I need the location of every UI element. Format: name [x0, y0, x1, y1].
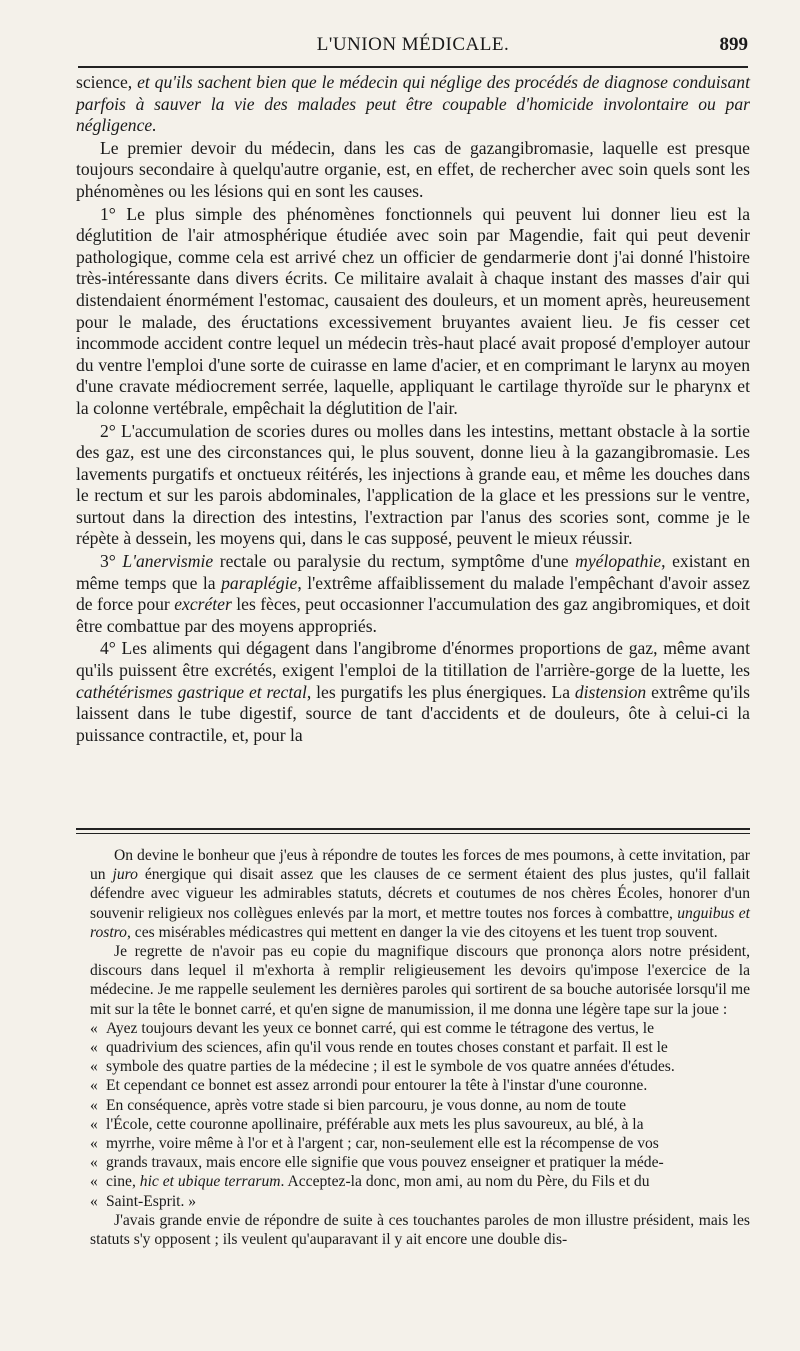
italic-text: L'anervismie: [122, 551, 214, 572]
header-rule: [78, 66, 748, 68]
quote-text: . Acceptez-la donc, mon ami, au nom du Père, du Fils et du: [280, 1173, 650, 1191]
italic-text: unguibus et rostro: [90, 904, 750, 941]
quote-text: Ayez toujours devant les yeux ce bonnet carré, qui est comme le tétragone des vertus, le: [106, 1019, 655, 1037]
italic-text: myélopathie: [575, 551, 662, 572]
italic-text: paraplégie: [221, 572, 298, 593]
quote-text: Saint-Esprit. »: [106, 1192, 197, 1210]
quote-text: grands travaux, mais encore elle signifie que vous pouvez enseigner et pratiquer la méde-: [106, 1154, 664, 1172]
paragraph-intro: [76, 72, 750, 137]
quote-line: [90, 1115, 750, 1134]
quote-mark: «: [90, 1096, 98, 1114]
quote-line: [90, 1172, 750, 1191]
quote-mark: «: [90, 1192, 98, 1210]
quote-text: quadrivium des sciences, afin qu'il vous rende en toutes choses constant et parfait. Il est le: [106, 1039, 668, 1057]
paragraph-cause-4: [76, 638, 750, 746]
quote-text: Et cependant ce bonnet est assez arrondi pour entourer la tête à l'instar d'une couronne.: [106, 1077, 648, 1095]
italic-text: et qu'ils sachent bien que le médecin qui néglige des procédés de diagnose conduisant parfois à sauver la vie des malades peut être coupable d'homicide involontaire ou par négligence.: [76, 72, 750, 136]
footnote-paragraph-1: [90, 846, 750, 942]
page-header: [78, 34, 748, 64]
text-span: 4° Les aliments qui dégagent dans l'angibrome d'énormes proportions de gaz, même avant qu'ils puissent être excrétés, exigent l'emploi de la titillation de l'arrière-gorge de la luette, les: [76, 638, 750, 681]
quote-mark: «: [90, 1154, 98, 1172]
quote-text: myrrhe, voire même à l'or et à l'argent ; car, non-seulement elle est la récompense de vos: [106, 1135, 659, 1153]
text-span: rectale ou paralysie du rectum, symptôme d'une: [213, 551, 576, 572]
page-number: 899: [719, 34, 748, 55]
quote-mark: «: [90, 1173, 98, 1191]
separator-thick-rule: [76, 828, 750, 830]
quote-mark: «: [90, 1039, 98, 1057]
quote-line: [90, 1076, 750, 1095]
paragraph-first-duty: Le premier devoir du médecin, dans les cas de gazangibromasie, laquelle est presque toujours secondaire à quelqu'autre organie, est, en effet, de rechercher avec soin quels sont les phénomènes ou les lésions qui en sont les causes.: [76, 137, 750, 201]
quote-mark: «: [90, 1058, 98, 1076]
italic-text: hic et ubique terrarum: [139, 1173, 281, 1191]
text-span: extrême qu'ils laissent dans le tube digestif, source de tant d'accidents et de douleurs, ôte à celui-ci la puissance contractile, et, pour la: [76, 681, 751, 745]
text-span: , l'extrême affaiblissement du malade l'empêchant d'avoir assez de force pour: [76, 572, 750, 615]
quote-text: l'École, cette couronne apollinaire, préférable aux mets les plus savoureux, au blé, à la: [106, 1115, 644, 1133]
quote-line: [90, 1096, 750, 1115]
separator-thin-rule: [76, 833, 750, 834]
quote-line: [90, 1019, 750, 1038]
footnote-separator: [76, 828, 750, 834]
quote-line: [90, 1134, 750, 1153]
quote-text: En conséquence, après votre stade si bien parcouru, je vous donne, au nom de toute: [106, 1096, 627, 1114]
quote-mark: «: [90, 1077, 98, 1095]
text-span: , ces misérables médicastres qui mettent en danger la vie des citoyens et les tuent trop souvent.: [126, 923, 718, 941]
quote-mark: «: [90, 1135, 98, 1153]
quote-line: [90, 1153, 750, 1172]
paragraph-cause-1: 1° Le plus simple des phénomènes fonctionnels qui peuvent lui donner lieu est la déglutition de l'air atmosphérique étudiée avec soin par Magendie, fait qui peut devenir pathologique, comme cela est arrivé chez un officier de gendarmerie dont j'ai donné l'histoire très-intéressante dans divers écrits. Ce militaire avalait à chaque instant des masses d'air qui distendaient énormément l'estomac, causaient des douleurs, et un moment après, heureusement pour le malade, des éructations excessivement bruyantes avaient lieu. Je fis cesser cet incommode accident contre lequel un médecin très-haut placé avait proposé d'employer autour du ventre l'emploi d'une sorte de cuirasse en lame d'acier, et en comprimant le larynx au moyen d'une cravate médiocrement serrée, laquelle, appliquant le cartilage thyroïde sur le pharynx et la colonne vertébrale, empêchait la déglutition de l'air.: [76, 203, 750, 418]
quote-mark: «: [90, 1115, 98, 1133]
footnote-paragraph-3: J'avais grande envie de répondre de suite à ces touchantes paroles de mon illustre président, mais les statuts s'y opposent ; ils veulent qu'auparavant il y ait encore une double dis-: [90, 1211, 750, 1249]
text-span: , existant en même temps que la: [76, 551, 750, 593]
paragraph-cause-2: 2° L'accumulation de scories dures ou molles dans les intestins, mettant obstacle à la sortie des gaz, est une des circonstances qui, le plus souvent, donne lieu à la gazangibromasie. Les lavements purgatifs et onctueux réitérés, les injections à grande eau, et même les douches dans le rectum et sur les parois abdominales, l'application de la glace et les pressions sur le ventre, surtout dans la direction des intestins, l'extraction par l'anus des scories sont, comme je le répète à dessein, les moyens qui, dans le cas supposé, peuvent le mieux réussir.: [76, 420, 750, 549]
main-text: [76, 72, 750, 746]
text-span: , les purgatifs les plus énergiques. La: [306, 681, 575, 702]
italic-text: distension: [574, 681, 647, 702]
text-span: science,: [76, 72, 138, 92]
footnote-text: [90, 846, 750, 1249]
quote-line: [90, 1057, 750, 1076]
text-span: les fèces, peut occasionner l'accumulation des gaz angibromiques, et doit être combattue par des moyens appropriés.: [76, 594, 750, 636]
quote-line: [90, 1192, 750, 1211]
italic-text: juro: [112, 866, 138, 884]
quote-line: [90, 1038, 750, 1057]
quote-mark: «: [90, 1019, 98, 1037]
text-span: 3°: [100, 551, 123, 572]
italic-text: excréter: [174, 594, 232, 615]
paragraph-cause-3: [76, 551, 750, 637]
text-span: énergique qui disait assez que les clauses de ce serment étaient des plus justes, qu'il fallait défendre avec vigueur les admirables statuts, décrets et coutumes de nos chères Écoles, honorer d'un souvenir religieux nos collègues enlevés par la mort, et mettre toutes nos forces à combattre,: [90, 866, 750, 922]
running-title: L'UNION MÉDICALE.: [316, 34, 510, 55]
quote-text: cine,: [106, 1173, 140, 1191]
quote-text: symbole des quatre parties de la médecine ; il est le symbole de vos quatre années d'études.: [106, 1058, 675, 1076]
footnote-paragraph-2: Je regrette de n'avoir pas eu copie du magnifique discours que prononça alors notre président, discours dans lequel il m'exhorta à remplir religieusement les devoirs qu'impose l'exercice de la médecine. Je me rappelle seulement les dernières paroles qui sortirent de sa bouche autorisée lorsqu'il me mit sur la tête le bonnet carré, et qu'en signe de manumission, il me donna une légère tape sur la joue :: [90, 943, 750, 1018]
text-span: On devine le bonheur que j'eus à répondre de toutes les forces de mes poumons, à cette invitation, par un: [90, 847, 750, 884]
italic-text: cathétérismes gastrique et rectal: [76, 681, 307, 702]
